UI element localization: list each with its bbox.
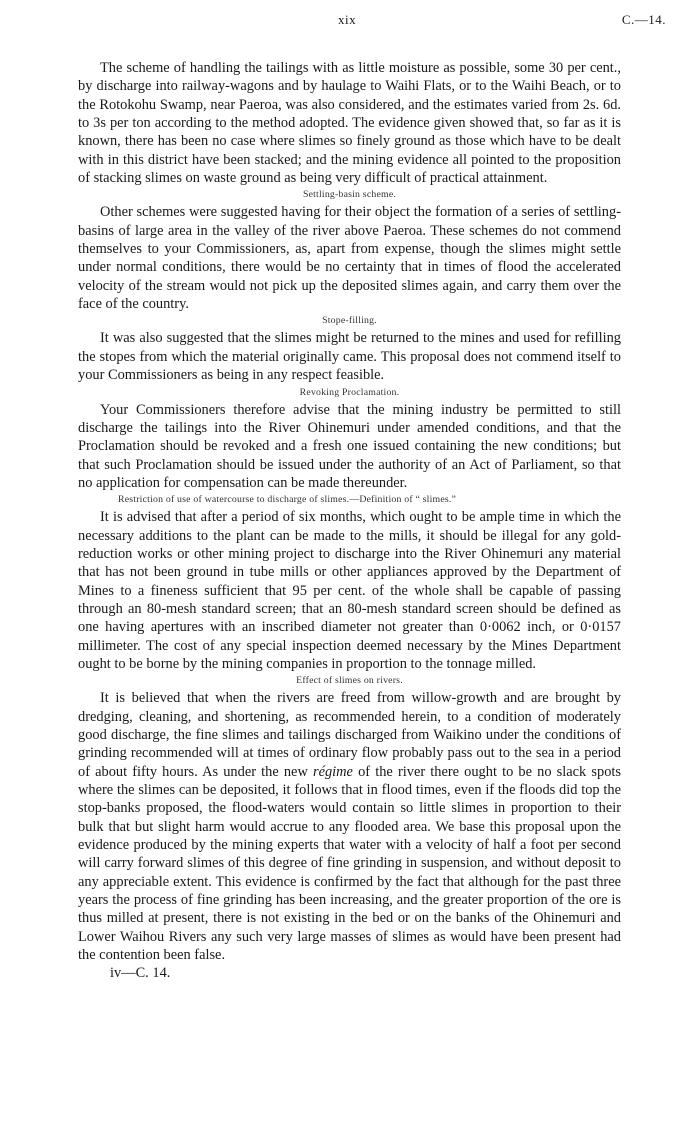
document-body [78, 59, 621, 982]
paragraph-effect-of-slimes: It is believed that when the rivers are freed from willow-growth and are brought by dredging, cleaning, and shortening, as recommended herein, to a condition of moderately good discharge, the fine slimes and tailings discharged from Waikino under the conditions of grinding recommended will at times of ordinary flow probably pass out to the sea in a period of about fifty hours. As under the new régime of the river there ought to be no slack spots where the slimes can be deposited, it follows that in flood times, even if the floods did top the stop-banks proposed, the flood-waters would contain so little slimes in proportion to their bulk that but slight harm would accrue to any flooded area. We base this proposal upon the evidence produced by the mining experts that water with a velocity of half a foot per second will carry forward slimes of this degree of fine grinding in suspension, and without deposit to any appreciable extent. This evidence is confirmed by the fact that although for the past three years the process of fine grinding has been increasing, and the greater proportion of the ore is thus milled at present, there is not existing in the bed or on the banks of the Ohinemuri and Lower Waihou Rivers any such very large masses of slimes as would have been present had the contention been false. [78, 690, 621, 964]
paragraph-revoking-proclamation: Your Commissioners therefore advise that the mining industry be permitted to still discharge the tailings into the River Ohinemuri under amended conditions, and that the Proclamation should be revoked and a fresh one issued containing the new conditions; but that such Proclamation should be issued under the authority of an Act of Parliament, so that no application for compensation can be made thereunder. [78, 401, 621, 491]
page-header [0, 12, 700, 32]
paragraph-tailings-haulage: The scheme of handling the tailings with as little moisture as possible, some 30 per cent., by discharge into railway-wagons and by haulage to Waihi Flats, or to the Waihi Beach, or to the Rotokohu Swamp, near Paeroa, was also considered, and the estimates varied from 2s. 6d. to 3s per ton according to the method adopted. The evidence given showed that, so far as it is known, there has been no case where slimes so finely ground as those which have to be dealt with in this district have been stacked; and the mining evidence all pointed to the proposition of stacking slimes on waste ground as being very difficult of practical attainment. [78, 60, 621, 187]
italic-term: régime [312, 763, 353, 780]
sidenote-effect-of-slimes: Effect of slimes on rivers. [296, 675, 403, 687]
paragraph-stope-filling: It was also suggested that the slimes might be returned to the mines and used for refilling the stopes from which the material originally came. This proposal does not commend itself to your Commissioners as being in any respect feasible. [78, 330, 621, 384]
paragraph-restriction: It is advised that after a period of six months, which ought to be ample time in which the necessary additions to the plant can be made to the mills, it should be illegal for any gold-reduction works or other mining project to discharge into the River Ohinemuri any material that has not been ground in tube mills or other appliances approved by the Department of Mines to a fineness sufficient that 95 per cent. of the whole shall be capable of passing through an 80-mesh standard screen; that an 80-mesh standard screen should be defined as one having apertures with an inscribed diameter not greater than 0·0062 inch, or 0·0157 millimeter. The cost of any special inspection deemed necessary by the Mines Department ought to be borne by the mining companies in proportion to the tonnage milled. [78, 509, 621, 672]
paper-reference: C.—14. [621, 12, 666, 27]
sidenote-stope-filling: Stope-filling. [322, 315, 377, 327]
paragraph-settling-basins: Other schemes were suggested having for their object the formation of a series of settling-basins of large area in the valley of the river above Paeroa. These schemes do not commend themselves to your Commissioners, as, apart from expense, though the slimes might settle under normal conditions, there would be no certainty that in times of flood the accelerated velocity of the stream would not pick up the deposited slimes again, and carry them over the face of the country. [78, 204, 621, 313]
sidenote-settling-basin: Settling-basin scheme. [302, 189, 397, 201]
sidenote-restriction-definition: Restriction of use of watercourse to discharge of slimes.—Definition of “ slimes.” [118, 494, 457, 506]
sidenote-revoking-proclamation: Revoking Proclamation. [299, 386, 400, 398]
page-number: xix [338, 12, 357, 27]
signature-mark: iv—C. 14. [110, 965, 171, 982]
